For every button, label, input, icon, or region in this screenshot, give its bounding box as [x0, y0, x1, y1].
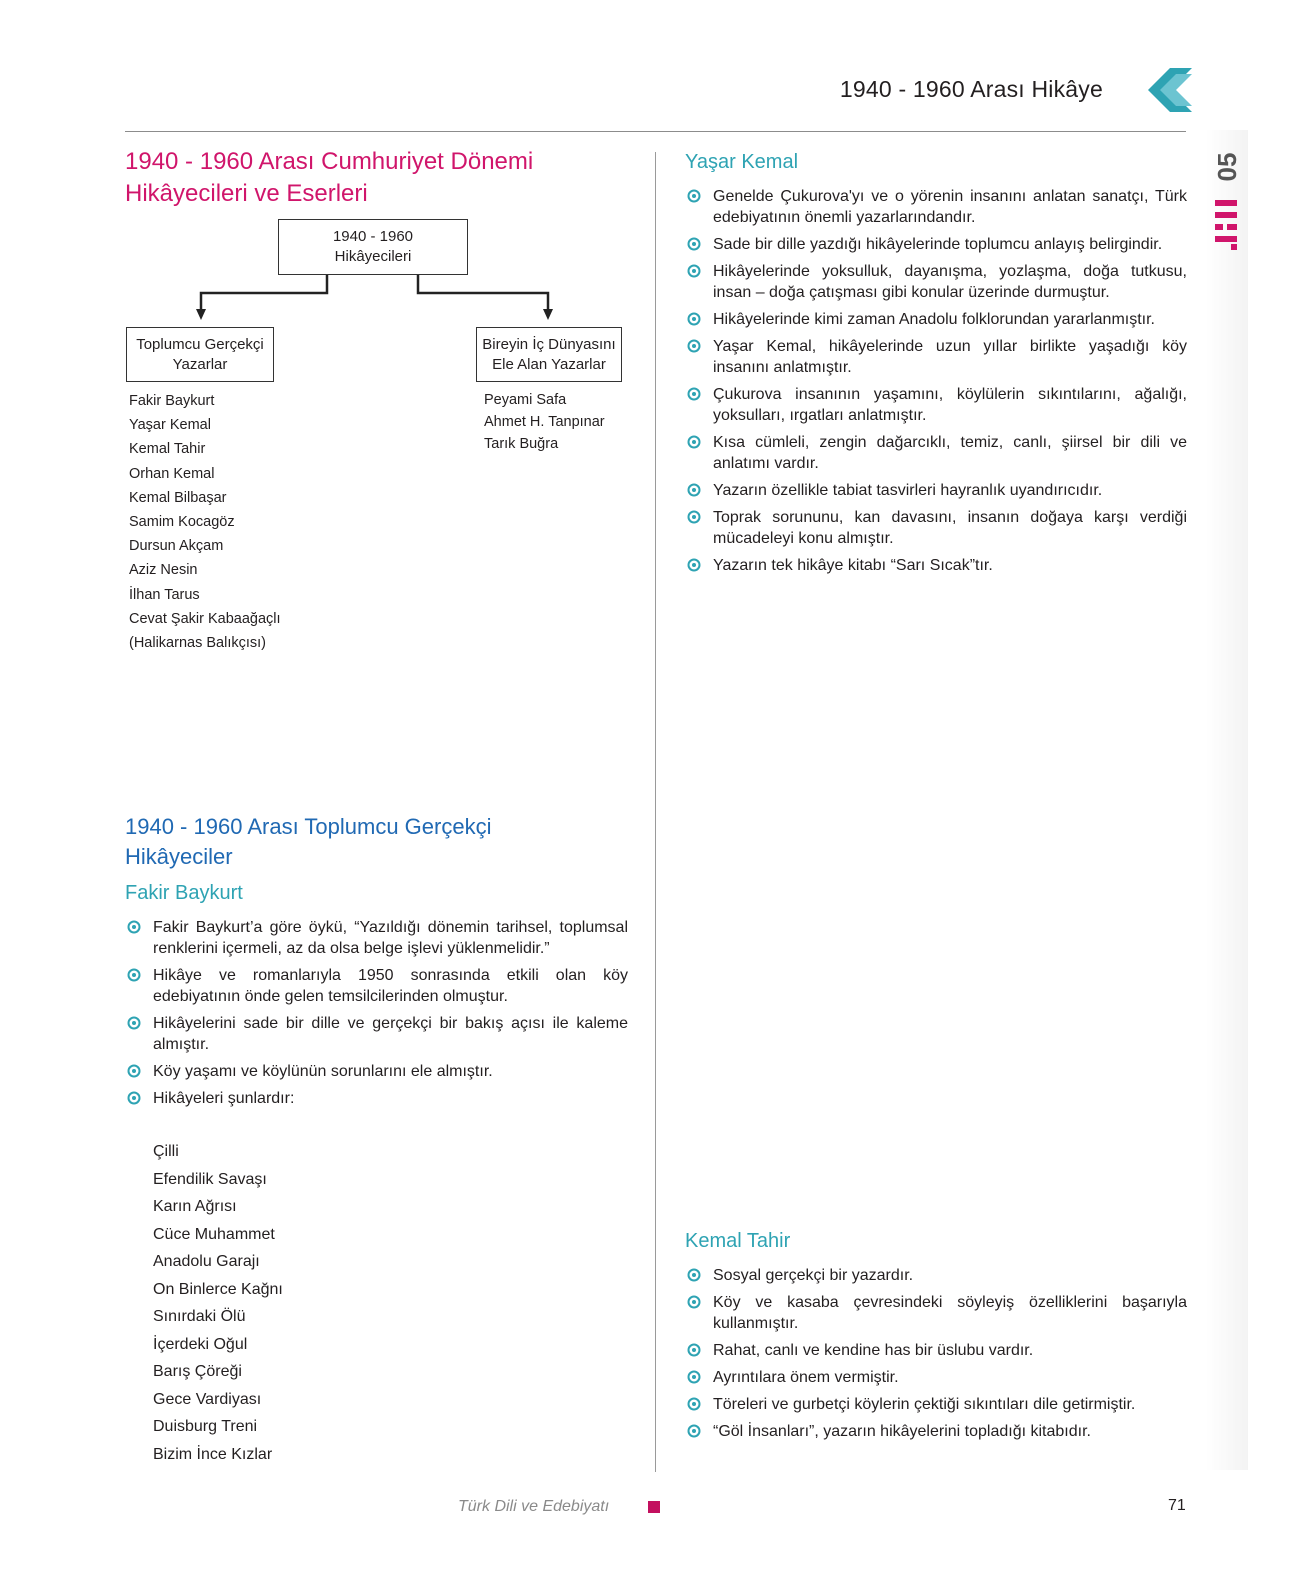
diagram-left-box-line1: Toplumcu Gerçekçi: [136, 335, 264, 353]
list-item: [685, 1265, 1187, 1286]
ic-dunya-authors-list: [484, 389, 605, 455]
hikayeciler-diagram: [120, 215, 640, 655]
bullet-text: Fakir Baykurt’a göre öykü, “Yazıldığı dönemin tarihsel, toplumsal renklerini içermeli, az da olsa belge işlevi yüklenmelidir.”: [153, 919, 628, 957]
bullet-text: Hikâyeleri şunlardır:: [153, 1090, 295, 1107]
bullet-text: Sade bir dille yazdığı hikâyelerinde toplumcu anlayış belirgindir.: [713, 236, 1163, 253]
bullet-text: Yazarın tek hikâye kitabı “Sarı Sıcak”tır.: [713, 557, 993, 574]
yasar-kemal-bullets: [685, 186, 1187, 582]
bullet-text: Köy ve kasaba çevresindeki söyleyiş özelliklerini başarıyla kullanmıştır.: [713, 1294, 1187, 1332]
target-bullet-icon: [687, 1370, 701, 1384]
list-item: Gece Vardiyası: [153, 1390, 262, 1408]
list-item: [685, 432, 1187, 474]
list-item: [685, 234, 1187, 255]
list-item: İçerdeki Oğul: [153, 1335, 248, 1353]
list-item: [685, 384, 1187, 426]
section2-title-line1: 1940 - 1960 Arası Toplumcu Gerçekçi: [125, 814, 492, 839]
list-item: [685, 186, 1187, 228]
bullet-text: Yazarın özellikle tabiat tasvirleri hayranlık uyandırıcıdır.: [713, 482, 1103, 499]
target-bullet-icon: [687, 1343, 701, 1357]
bullet-text: “Göl İnsanları”, yazarın hikâyelerini topladığı kitabıdır.: [713, 1423, 1091, 1440]
target-bullet-icon: [687, 1424, 701, 1438]
list-item: [125, 1061, 628, 1082]
target-bullet-icon: [127, 1091, 141, 1105]
target-bullet-icon: [687, 558, 701, 572]
list-item: Barış Çöreği: [153, 1363, 242, 1380]
bullet-text: Genelde Çukurova'yı ve o yörenin insanını anlatan sanatçı, Türk edebiyatının önemli yazarlarındandır.: [713, 188, 1187, 226]
list-item: [685, 555, 1187, 576]
list-item: On Binlerce Kağnı: [153, 1280, 283, 1298]
list-item: Peyami Safa: [484, 392, 567, 408]
fakir-baykurt-heading: Fakir Baykurt: [125, 882, 243, 904]
bullet-text: Hikâyelerini sade bir dille ve gerçekçi bir bakış açısı ile kaleme almıştır.: [153, 1015, 628, 1053]
bullet-text: Hikâye ve romanlarıyla 1950 sonrasında etkili olan köy edebiyatının önde gelen temsilcilerinden olmuştur.: [153, 967, 628, 1005]
target-bullet-icon: [127, 968, 141, 982]
list-item: (Halikarnas Balıkçısı): [129, 635, 266, 652]
fakir-baykurt-works: [153, 1138, 283, 1468]
list-item: Tarık Buğra: [484, 436, 559, 452]
target-bullet-icon: [687, 237, 701, 251]
target-bullet-icon: [687, 1295, 701, 1309]
target-bullet-icon: [687, 387, 701, 401]
target-bullet-icon: [127, 1064, 141, 1078]
footer-book-title: Türk Dili ve Edebiyatı: [458, 1498, 610, 1515]
list-item: Cevat Şakir Kabaağaçlı: [129, 610, 281, 627]
kemal-tahir-heading: Kemal Tahir: [685, 1230, 791, 1252]
list-item: [125, 917, 628, 959]
bullet-text: Hikâyelerinde kimi zaman Anadolu folklorundan yararlanmıştır.: [713, 311, 1155, 328]
list-item: [685, 507, 1187, 549]
header-divider: [125, 131, 1186, 132]
list-item: Yaşar Kemal: [129, 417, 211, 434]
list-item: Duisburg Treni: [153, 1418, 258, 1435]
bullet-text: Toprak sorununu, kan davasını, insanın doğaya karşı verdiği mücadeleyi konu almıştır.: [713, 509, 1187, 547]
bullet-text: Köy yaşamı ve köylünün sorunlarını ele almıştır.: [153, 1063, 493, 1080]
list-item: Sınırdaki Ölü: [153, 1308, 246, 1325]
list-item: Karın Ağrısı: [153, 1198, 237, 1215]
list-item: [125, 1088, 628, 1109]
section2-title-line2: Hikâyeciler: [125, 844, 233, 869]
diagram-right-box-line2: Ele Alan Yazarlar: [492, 355, 606, 373]
list-item: [685, 480, 1187, 501]
bullet-text: Yaşar Kemal, hikâyelerinde uzun yıllar birlikte yaşadığı köy insanını anlatmıştır.: [713, 338, 1187, 376]
diagram-connectors: [120, 215, 640, 335]
diagram-root-line2: Hikâyecileri: [334, 248, 412, 265]
list-item: [125, 1013, 628, 1055]
list-item: Çilli: [153, 1143, 179, 1160]
footer-square-icon: [648, 1501, 660, 1513]
list-item: Cüce Muhammet: [153, 1225, 275, 1243]
list-item: [685, 336, 1187, 378]
yasar-kemal-heading: Yaşar Kemal: [685, 151, 799, 173]
target-bullet-icon: [127, 1016, 141, 1030]
bullet-text: Ayrıntılara önem vermiştir.: [713, 1369, 899, 1386]
target-bullet-icon: [687, 1397, 701, 1411]
list-item: [685, 1340, 1187, 1361]
list-item: Kemal Bilbaşar: [129, 489, 227, 506]
target-bullet-icon: [687, 312, 701, 326]
list-item: Kemal Tahir: [129, 441, 206, 458]
list-item: [685, 1394, 1187, 1415]
fasikul-logo-icon: [1211, 196, 1241, 252]
list-item: [685, 1421, 1187, 1442]
fakir-baykurt-bullets: [125, 917, 628, 1115]
side-strip: [1206, 130, 1248, 1470]
column-divider: [655, 152, 656, 1472]
diagram-left-box: [126, 327, 274, 382]
target-bullet-icon: [687, 1268, 701, 1282]
list-item: Dursun Akçam: [129, 538, 224, 555]
list-item: Orhan Kemal: [129, 465, 215, 482]
section2-title: [125, 812, 491, 872]
bullet-text: Töreleri ve gurbetçi köylerin çektiği sıkıntıları dile getirmiştir.: [713, 1396, 1136, 1413]
list-item: İlhan Tarus: [129, 586, 200, 603]
section1-title-line2: Hikâyecileri ve Eserleri: [125, 180, 368, 207]
list-item: Samim Kocagöz: [129, 514, 235, 531]
list-item: Anadolu Garajı: [153, 1253, 260, 1270]
target-bullet-icon: [687, 264, 701, 278]
target-bullet-icon: [687, 435, 701, 449]
list-item: Bizim İnce Kızlar: [153, 1445, 273, 1463]
list-item: [685, 1367, 1187, 1388]
diagram-right-box-line1: Bireyin İç Dünyasını: [482, 335, 616, 353]
list-item: [125, 965, 628, 1007]
target-bullet-icon: [687, 510, 701, 524]
target-bullet-icon: [687, 189, 701, 203]
list-item: [685, 1292, 1187, 1334]
kemal-tahir-bullets: [685, 1265, 1187, 1448]
bullet-text: Rahat, canlı ve kendine has bir üslubu vardır.: [713, 1342, 1034, 1359]
section1-title: [125, 146, 533, 210]
diagram-right-box: [476, 327, 622, 382]
diagram-left-box-line2: Yazarlar: [172, 355, 228, 373]
list-item: Fakir Baykurt: [129, 393, 215, 409]
target-bullet-icon: [687, 339, 701, 353]
target-bullet-icon: [127, 920, 141, 934]
toplumcu-authors-list: [129, 389, 281, 655]
diagram-root-line1: 1940 - 1960: [332, 228, 414, 245]
list-item: [685, 261, 1187, 303]
bullet-text: Kısa cümleli, zengin dağarcıklı, temiz, canlı, şiirsel bir dili ve anlatımı vardır.: [713, 434, 1187, 472]
chevron-left-icon: [1148, 68, 1192, 112]
list-item: Ahmet H. Tanpınar: [484, 414, 605, 430]
unit-number: 05: [1212, 152, 1242, 182]
page-header-title: 1940 - 1960 Arası Hikâye: [839, 76, 1103, 102]
section1-title-line1: 1940 - 1960 Arası Cumhuriyet Dönemi: [125, 148, 534, 175]
bullet-text: Hikâyelerinde yoksulluk, dayanışma, yozlaşma, doğa tutkusu, insan – doğa çatışması gibi konular üzerinde durmuştur.: [713, 263, 1187, 301]
bullet-text: Çukurova insanının yaşamını, köylülerin sıkıntılarını, ağalığı, yoksulları, ırgatları anlatmıştır.: [713, 386, 1187, 424]
list-item: Efendilik Savaşı: [153, 1170, 267, 1188]
bullet-text: Sosyal gerçekçi bir yazardır.: [713, 1267, 914, 1284]
list-item: [685, 309, 1187, 330]
list-item: Aziz Nesin: [129, 562, 198, 579]
page-number: 71: [1168, 1497, 1186, 1514]
target-bullet-icon: [687, 483, 701, 497]
